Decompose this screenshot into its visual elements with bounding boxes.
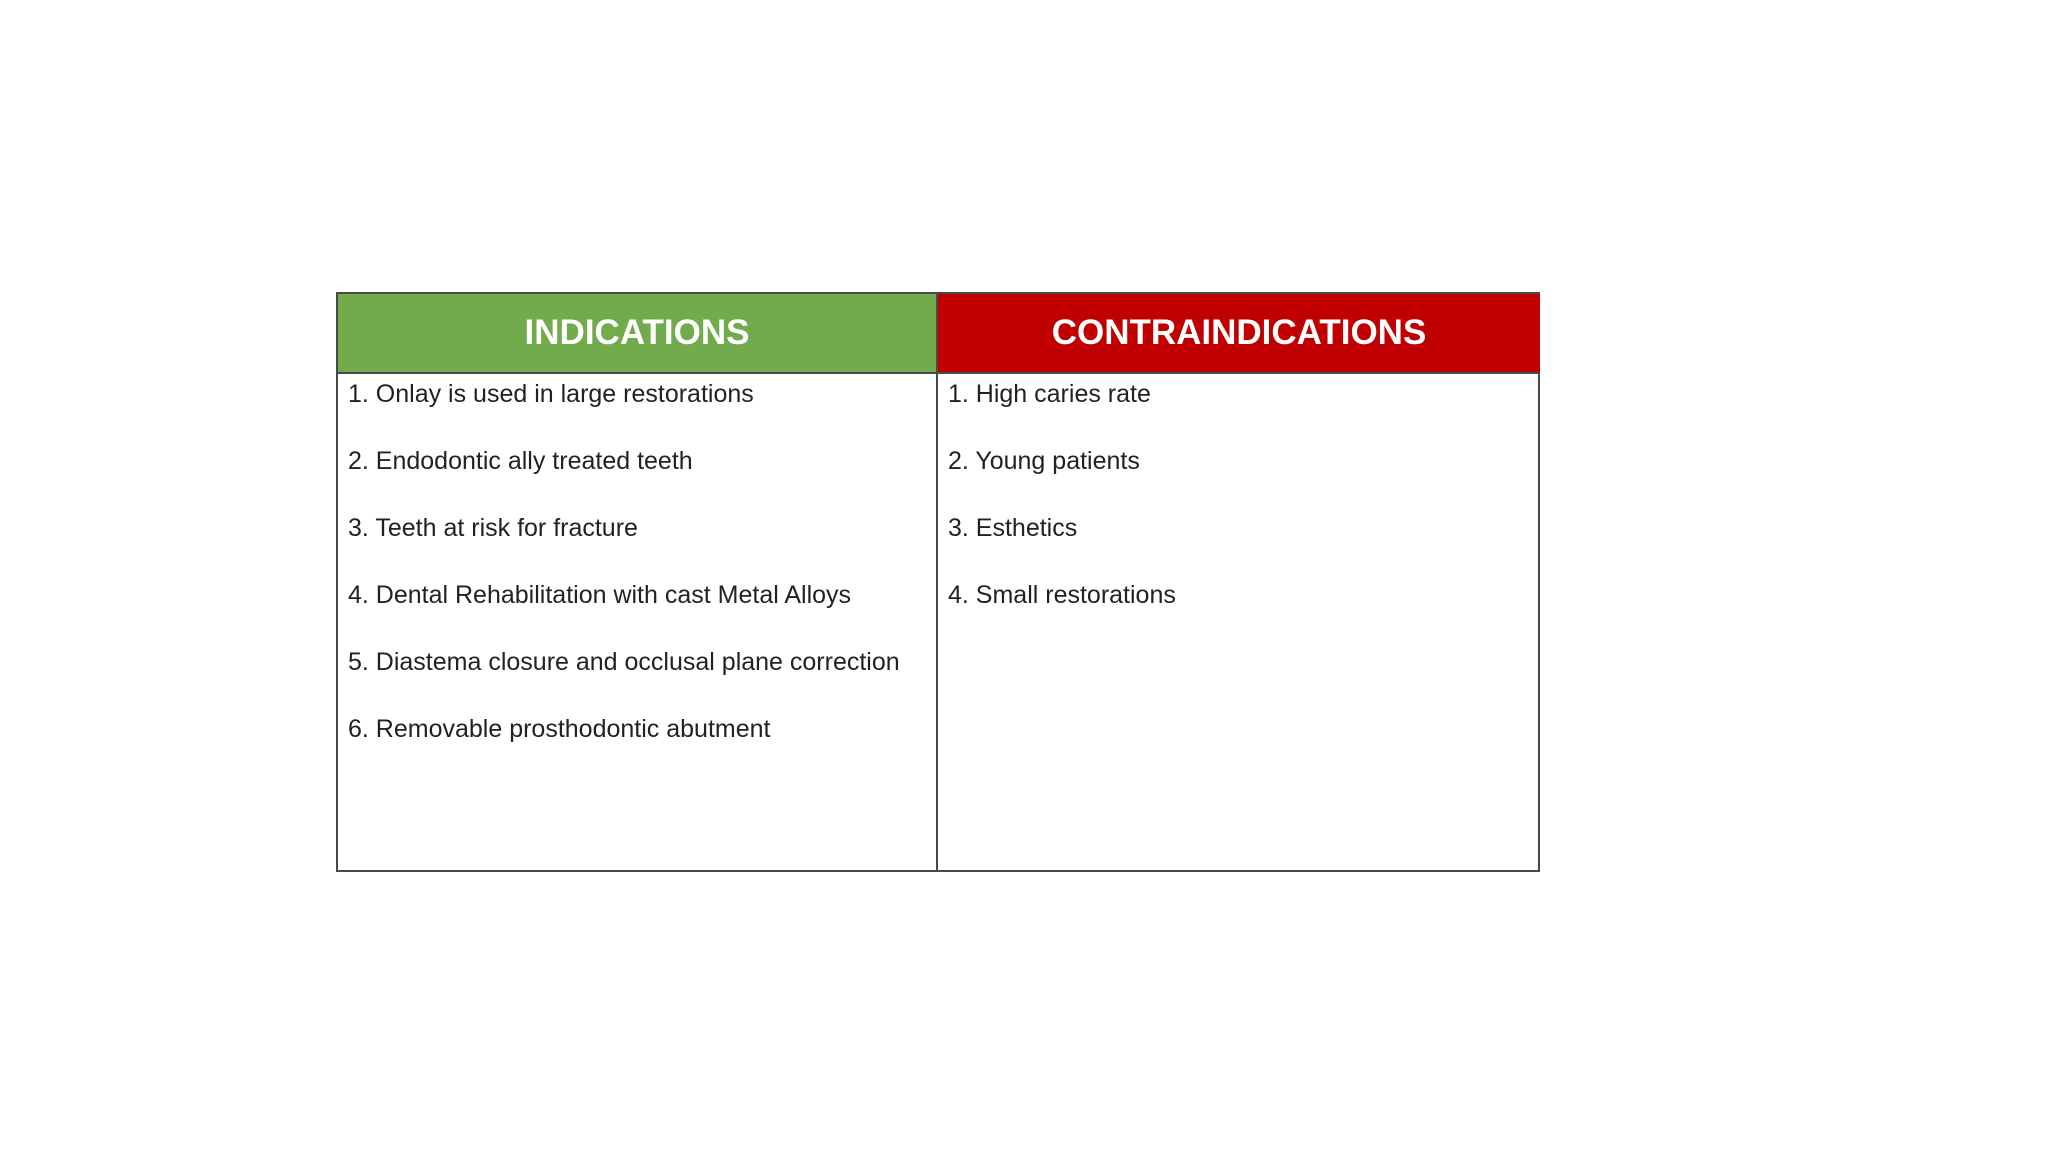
indications-header: INDICATIONS [338, 294, 938, 374]
indications-list [338, 374, 938, 870]
contraindications-list [938, 374, 1540, 870]
list-item: 6. Removable prosthodontic abutment [348, 715, 771, 743]
list-item: 3. Esthetics [948, 514, 1078, 542]
list-item: 1. Onlay is used in large restorations [348, 380, 754, 408]
list-item: 2. Young patients [948, 447, 1140, 475]
list-item: 4. Dental Rehabilitation with cast Metal Alloys [348, 581, 852, 609]
indications-contraindications-table [336, 292, 1540, 872]
contraindications-header: CONTRAINDICATIONS [938, 294, 1540, 374]
list-item: 1. High caries rate [948, 380, 1151, 408]
list-item: 2. Endodontic ally treated teeth [348, 447, 693, 475]
list-item: 3. Teeth at risk for fracture [348, 514, 638, 542]
list-item: 5. Diastema closure and occlusal plane correction [348, 648, 900, 676]
list-item: 4. Small restorations [948, 581, 1176, 609]
